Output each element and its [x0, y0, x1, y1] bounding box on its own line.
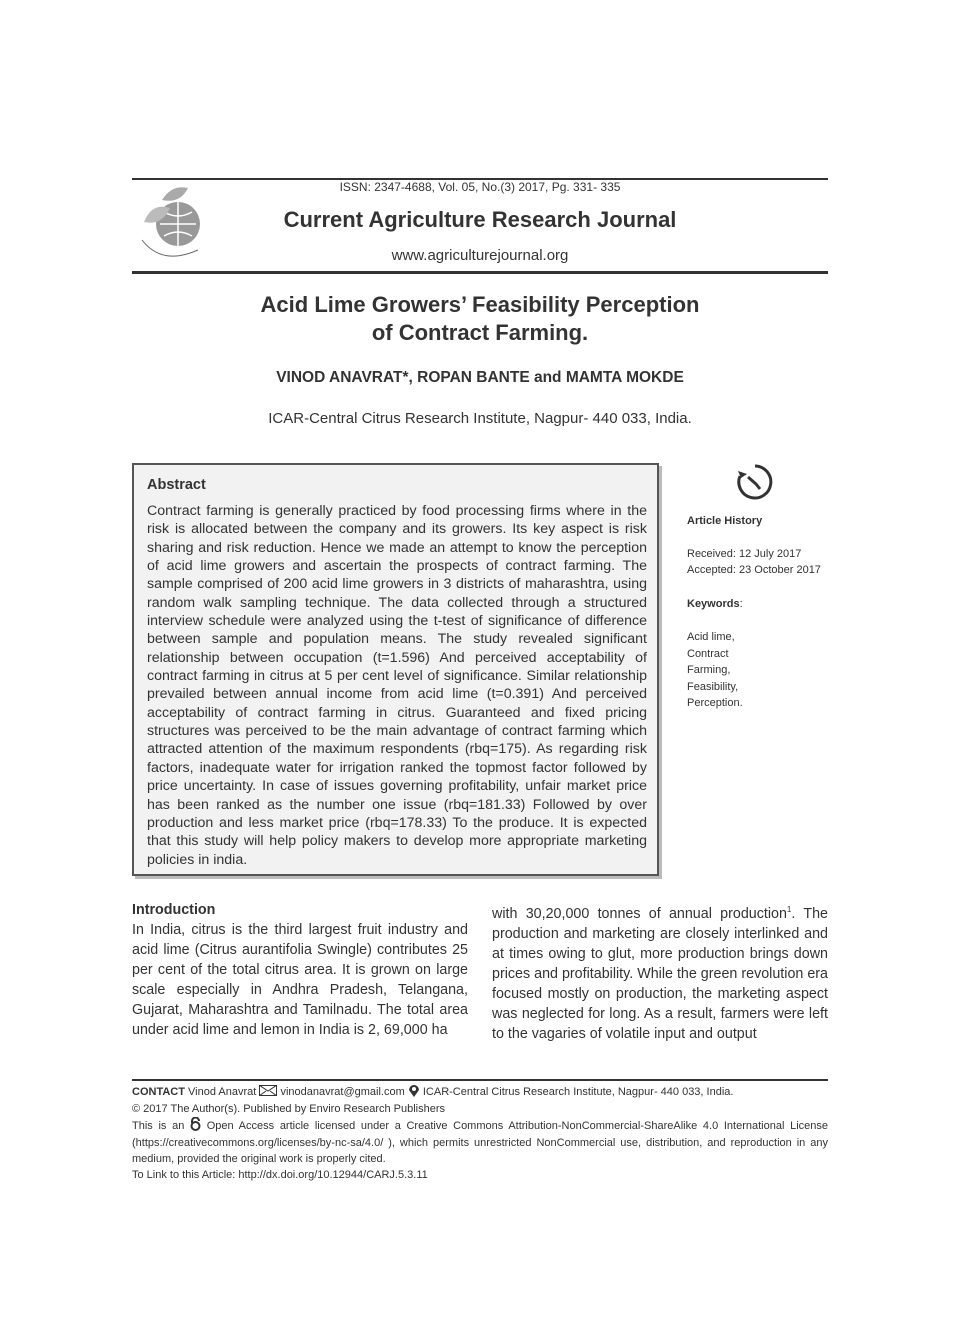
keyword: Acid lime,: [687, 631, 735, 643]
article-title: [0, 291, 960, 347]
keyword: Feasibility,: [687, 680, 739, 693]
introduction-heading: Introduction: [132, 902, 216, 918]
contact-line: [132, 1084, 828, 1101]
license-prefix: This is an: [132, 1120, 185, 1132]
footer-rule: [132, 1079, 828, 1081]
journal-website[interactable]: www.agriculturejournal.org: [391, 247, 569, 264]
journal-title: Current Agriculture Research Journal: [283, 207, 677, 232]
title-line-2: of Contract Farming.: [371, 320, 589, 345]
location-pin-icon: [408, 1086, 420, 1098]
article-history-icon: [736, 463, 774, 506]
introduction-right-column: [492, 900, 828, 1044]
title-line-1: Acid Lime Growers’ Feasibility Perception: [260, 292, 700, 317]
contact-email[interactable]: vinodanavrat@gmail.com: [280, 1086, 405, 1098]
contact-address: ICAR-Central Citrus Research Institute, Nagpur- 440 033, India.: [422, 1086, 734, 1098]
keywords-heading-wrap: [687, 596, 743, 613]
keyword: Perception.: [687, 697, 743, 709]
copyright: © 2017 The Author(s). Published by Enviro Research Publishers: [132, 1103, 446, 1115]
email-icon: [259, 1086, 277, 1098]
open-access-icon: [190, 1120, 201, 1132]
keyword: Contract: [687, 647, 729, 660]
received-date: Received: 12 July 2017: [687, 548, 802, 560]
abstract-text: Contract farming is generally practiced by food processing firms where in the risk is allocated between the company and its growers. Its key aspect is risk sharing and risk reduction. Hence we made an attempt to know the perception of acid lime growers and ascertain the prospects of contract farming. The sample comprised of 200 acid lime growers in 3 districts of maharashtra, using random walk sampling technique. The data collected through a structured interview schedule were analyzed using the t-test of significance of difference between sample and population means. The study revealed significant relationship between occupation (t=1.596) And perceived acceptability of contract farming in citrus at 5 per cent level of significance. Similar relationship prevailed between annual income from acid lime (t=0.391) And perceived acceptability of contract farming in citrus. Guaranteed and fixed pricing structures was perceived to be the main advantage of contract farming which attracted attention of the maximum respondents (rbq=175). As regarding risk factors, inadequate water for irrigation ranked the topmost factor followed by price uncertainty. In case of issues governing profitability, unfair market price has been ranked as the number one issue (rbq=181.33) Followed by over production and less market price (rbq=178.33) To the produce. It is expected that this study will help policy makers to develop more appropriate marketing policies in india.: [147, 503, 647, 868]
article-link[interactable]: To Link to this Article: http://dx.doi.org/10.12944/CARJ.5.3.11: [132, 1169, 428, 1181]
abstract-box: [132, 463, 659, 876]
affiliation: ICAR-Central Citrus Research Institute, Nagpur- 440 033, India.: [268, 410, 692, 427]
article-history-heading: Article History: [687, 515, 763, 527]
authors: VINOD ANAVRAT*, ROPAN BANTE and MAMTA MOKDE: [276, 369, 684, 386]
keyword: Farming,: [687, 664, 731, 676]
issn-line: ISSN: 2347-4688, Vol. 05, No.(3) 2017, Pg. 331- 335: [339, 180, 621, 194]
header-bottom-rule: [132, 271, 828, 274]
keywords-colon: :: [739, 598, 743, 610]
contact-label: CONTACT: [132, 1086, 185, 1098]
introduction-left-column: [132, 900, 468, 1040]
contact-name: Vinod Anavrat: [188, 1086, 257, 1098]
introduction-text-left: In India, citrus is the third largest fruit industry and acid lime (Citrus aurantifolia Swingle) contributes 25 per cent of the total citrus area. It is grown on large scale especially in Andhra Pradesh, Telangana, Gujarat, Maharashtra and Tamilnadu. The total area under acid lime and lemon in India is 2, 69,000 ha: [132, 922, 468, 1038]
keywords-heading: Keywords: [687, 598, 740, 610]
abstract-heading: Abstract: [147, 477, 206, 493]
introduction-text-right-b: . The production and marketing are closely interlinked and at times owing to glut, more production brings down prices and profitability. While the green revolution era focused mostly on production, the marketing aspect was neglected for long. As a result, farmers were left to the vagaries of volatile input and output: [492, 905, 828, 1042]
keywords-list: [687, 629, 743, 712]
footnote-ref[interactable]: 1: [786, 905, 792, 914]
accepted-date: Accepted: 23 October 2017: [687, 564, 821, 576]
license-body: Open Access article licensed under a Creative Commons Attribution-NonCommercial-ShareAlike 4.0 International License (https://creativecommons.org/licenses/by-nc-sa/4.0/ ), which permits unrestricted NonCommercial use, distribution, and reproduction in any medium, provided the original work is properly cited.: [132, 1120, 829, 1165]
license-text: [132, 1117, 828, 1168]
introduction-text-right-a: with 30,20,000 tonnes of annual production: [492, 905, 787, 922]
